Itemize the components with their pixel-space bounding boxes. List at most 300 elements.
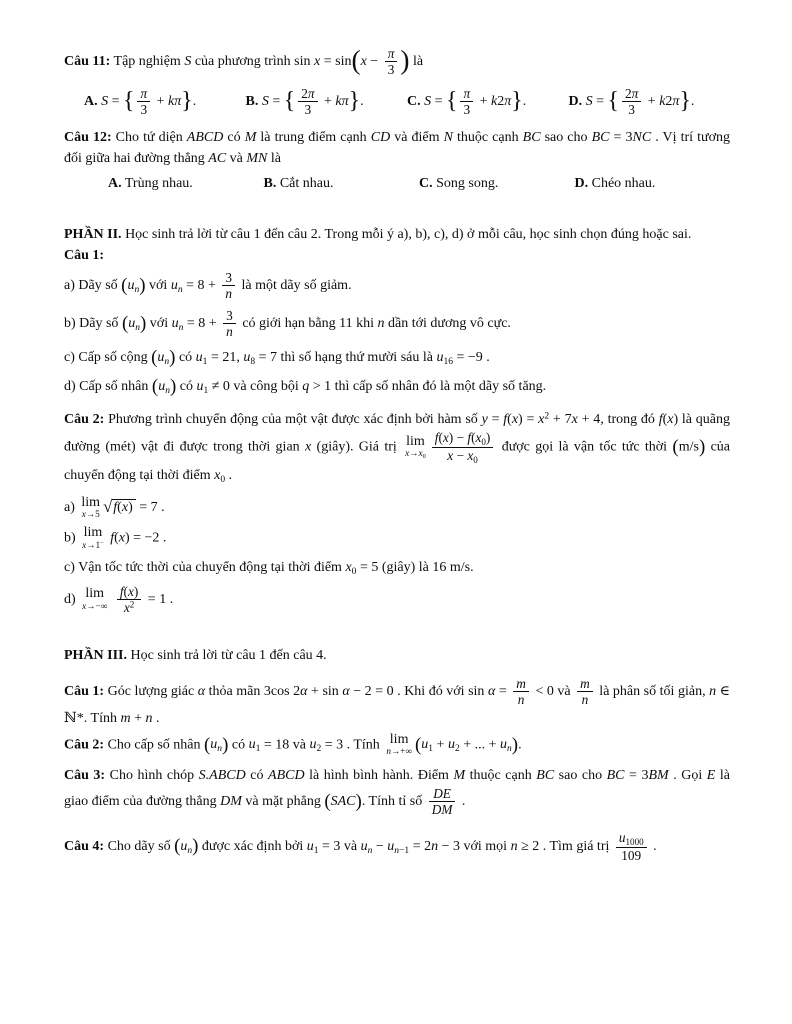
math-variable: u: [243, 350, 251, 366]
subscript-base: [172, 316, 179, 331]
math-variable: u: [360, 838, 368, 854]
math-variable: S: [261, 93, 269, 109]
math-variable: u: [447, 737, 455, 753]
math-variable: S: [101, 93, 109, 109]
superscript: 2: [544, 411, 550, 422]
subscript-base: [361, 839, 368, 854]
math-sqrt: [103, 494, 136, 519]
math-limit: [81, 496, 100, 520]
math-subscript-group: [158, 379, 170, 397]
fraction-numerator: $f(x) - f(x_0)$: [434, 430, 491, 448]
math-variable: x: [447, 448, 454, 464]
math-variable: CD: [370, 130, 391, 146]
bold-label: Câu 2:: [64, 412, 105, 428]
math-variable: M: [453, 768, 466, 784]
math-variable: u: [618, 829, 626, 845]
math-variable: k: [491, 93, 498, 109]
fraction-numerator: 3: [225, 270, 233, 286]
math-variable: n: [135, 322, 140, 333]
option-c: C. Song song.: [419, 176, 499, 192]
bold-label: Câu 1:: [64, 684, 105, 700]
part-2-question-2-item-c: c) Vận tốc tức thời của chuyển động tại thời điểm $x_0 = 5$ (giây) là 16 m/s.: [64, 559, 474, 577]
math-variable: f: [467, 430, 472, 446]
math-variable: n: [217, 744, 223, 755]
fraction-numerator: 3: [226, 307, 233, 323]
superscript-base: 1: [95, 539, 101, 550]
subscript: 1000: [625, 836, 644, 847]
bold-label: C.: [419, 176, 433, 192]
set-brace: {: [283, 87, 296, 114]
math-variable: x: [360, 54, 367, 69]
math-subscript-group: [170, 278, 183, 296]
math-limit: [82, 526, 104, 551]
bold-label: B.: [263, 176, 277, 192]
math-variable: SAC: [330, 794, 356, 810]
subscript: 0: [481, 437, 486, 448]
math-subscript-group: [500, 737, 512, 755]
math-subscript-group: [447, 737, 460, 755]
math-variable: x: [345, 559, 352, 575]
math-variable: n: [394, 845, 400, 856]
math-variable: M: [244, 130, 257, 146]
subscript: [179, 323, 184, 333]
math-variable: f: [658, 412, 663, 428]
math-superscript-group: [538, 412, 549, 427]
big-paren: (: [151, 347, 158, 369]
part-2-heading: PHẦN II. Học sinh trả lời từ câu 1 đến câu 2. Trong mỗi ý a), b), c), d) ở mỗi câu, học sinh chọn đúng hoặc sai.: [64, 227, 692, 243]
fraction-numerator: [137, 86, 150, 101]
set-brace: {: [446, 87, 458, 114]
math-subscript-group: [309, 737, 322, 755]
math-fraction: [460, 86, 473, 118]
math-variable: n: [134, 285, 140, 296]
math-fraction: [616, 830, 647, 863]
math-variable: α: [342, 684, 350, 700]
math-subscript-group: [619, 830, 644, 845]
limit-word: lim: [81, 494, 101, 510]
fraction-numerator: [513, 676, 529, 691]
subscript: 0: [351, 566, 357, 577]
math-variable: kπ: [335, 93, 349, 109]
math-variable: f: [110, 530, 115, 546]
math-variable: y: [481, 412, 488, 428]
math-variable: u: [158, 379, 166, 395]
math-variable: x: [511, 412, 519, 428]
limit-word: lim: [406, 433, 425, 449]
math-variable: f: [119, 583, 124, 599]
math-variable: m: [580, 676, 590, 692]
part-3-question-2: Câu 2: Cho cấp số nhân $(u_n)$ có $u_1 = 18$ và $u_2 = 3$ . Tính lim n→+∞ ($u_1 + u_2$ + ... + $u_n$).: [64, 731, 522, 757]
math-fraction: [298, 86, 317, 118]
subscript-base: [196, 350, 203, 365]
subscript-base: [500, 737, 507, 752]
part-3-question-4: Câu 4: Cho dãy số $(u_n)$ được xác định bởi $u_1 = 3$ và $u_n - u_{n-1} = 2n - 3$ với mọi n ≥ 2 . Tìm giá trị $\frac{u_{1000}}{109}$ .: [64, 829, 657, 863]
math-subscript-group: [475, 430, 486, 448]
part-2-question-2-item-d: d) lim x→−∞ $\frac{f(x)}{x^2}$ = 1 .: [64, 583, 174, 615]
math-variable: k: [659, 93, 666, 109]
math-subscript-group: [307, 839, 319, 854]
bold-label: Câu 3:: [64, 768, 106, 784]
subscript-base: [448, 737, 455, 752]
math-variable: u: [127, 278, 135, 294]
math-variable: NC: [632, 130, 652, 146]
fraction-numerator: [385, 46, 398, 61]
math-variable: f: [434, 430, 439, 446]
subscript: 1: [313, 845, 319, 856]
set-brace: {: [607, 87, 619, 114]
subscript-base: [619, 830, 626, 845]
big-paren: ): [355, 790, 362, 812]
math-variable: x: [475, 430, 482, 446]
math-limit: [386, 733, 412, 757]
math-variable: α: [487, 684, 496, 700]
subscript: 2: [454, 744, 460, 755]
math-variable: x: [214, 468, 221, 484]
part-2-question-2-stem: Câu 2: Phương trình chuyển động của một vật được xác định bởi hàm số $y = f(x) = x^2 + 7x + 4$, trong đó f(x) là quãng đường (mét) vật đi được trong thời gian x (giây). Giá trị lim $x\to x_0$ $\frac{f(x) - f(x_0)}{x - x_0}$ được gọi là vận tốc tức thời (m/s) của chuyển động tại thời điểm $x_0$ .: [64, 411, 731, 486]
math-limit: [405, 435, 426, 461]
big-paren: (: [414, 734, 422, 756]
math-variable: n: [164, 357, 170, 368]
math-variable: π: [307, 85, 315, 101]
fraction-denominator: [223, 323, 236, 339]
math-variable: n: [165, 386, 170, 397]
fraction-denominator: [513, 691, 529, 707]
option-c: C. S = { $\frac{\pi}{3}$ + k2π}.: [407, 85, 527, 117]
math-variable: BC: [606, 768, 625, 784]
superscript: −: [100, 539, 104, 547]
math-variable: x: [127, 583, 134, 599]
math-variable: BC: [536, 768, 555, 784]
math-variable: u: [248, 737, 256, 753]
math-variable: u: [171, 315, 179, 331]
fraction-denominator: 3: [460, 101, 473, 117]
math-variable: N: [443, 130, 453, 146]
big-paren: (: [151, 376, 159, 398]
math-variable: n: [581, 692, 589, 708]
math-variable: π: [387, 46, 395, 61]
math-variable: π: [504, 93, 512, 109]
math-subscript-group: [421, 737, 434, 755]
set-brace: {: [123, 87, 135, 114]
limit-under: n→+∞: [386, 746, 412, 757]
math-subscript-group: [418, 448, 426, 461]
math-subscript-group: [210, 737, 223, 755]
math-fraction: [622, 86, 641, 118]
big-paren: (: [121, 275, 128, 296]
subscript: [178, 285, 183, 295]
limit-under: x→−∞: [82, 600, 108, 611]
math-variable: x: [82, 600, 87, 611]
math-variable: x: [418, 448, 423, 459]
subscript: [368, 846, 373, 856]
math-variable: f: [503, 412, 508, 428]
math-variable: E: [706, 768, 716, 784]
math-variable: DM: [431, 802, 453, 818]
part-2-question-2-item-b: b) lim x→1− f(x) = −2 .: [64, 525, 167, 550]
subscript: 0: [473, 455, 478, 466]
fraction-denominator: 3: [622, 101, 641, 117]
big-paren: ): [511, 734, 519, 756]
math-subscript-group: [195, 350, 208, 368]
bold-label: A.: [84, 93, 98, 109]
math-subscript-group: [248, 737, 261, 755]
set-brace: }: [511, 87, 523, 114]
radicand: f(x): [112, 499, 135, 515]
fraction-denominator: [222, 285, 235, 301]
math-subscript-group: [345, 560, 356, 575]
bold-label: PHẦN III.: [64, 648, 128, 664]
fraction-numerator: [460, 86, 473, 101]
subscript-base: [249, 737, 256, 752]
math-variable: u: [306, 838, 314, 854]
math-variable: x: [82, 539, 87, 550]
set-brace: }: [679, 87, 691, 114]
subscript: n−1: [394, 845, 410, 856]
math-variable: u: [500, 737, 507, 753]
part-2-question-2-item-a: a) lim x→5 √f(x) = 7 .: [64, 494, 165, 520]
part-3-question-3: Câu 3: Cho hình chóp S.ABCD có ABCD là hình bình hành. Điểm M thuộc cạnh BC sao cho BC = 3BM . Gọi E là giao điểm của đường thẳng DM và mặt phẳng (SAC). Tính tỉ số $\frac{DE}{DM}$ .: [64, 768, 730, 818]
math-variable: S: [184, 54, 192, 69]
option-a: A. S = { $\frac{\pi}{3}$ + kπ}.: [84, 85, 197, 117]
part-2-question-1-item-a: a) Dãy số $(u_n)$ với $u_n = 8$ + $\frac{3}{n}$ là một dãy số giảm.: [64, 270, 352, 302]
math-variable: AC: [208, 151, 227, 167]
math-subscript-group: [214, 468, 226, 486]
fraction-denominator: $x - x_0$: [432, 447, 494, 465]
math-variable: n: [187, 845, 193, 856]
fraction-numerator: [429, 786, 456, 801]
math-variable: BC: [522, 130, 541, 146]
math-subscript-group: [361, 839, 373, 854]
option-d: D. Chéo nhau.: [574, 176, 656, 192]
math-fraction: [432, 430, 494, 465]
fraction-denominator: [117, 599, 141, 615]
math-variable: n: [225, 286, 233, 302]
subscript-base: [307, 839, 314, 854]
big-paren: (: [204, 734, 211, 756]
big-paren: (: [174, 835, 181, 857]
bold-label: Câu 1:: [64, 248, 105, 264]
math-superscript-group: [96, 540, 104, 550]
bold-label: B.: [245, 93, 259, 109]
math-variable: DM: [220, 794, 242, 810]
bold-label: Câu 12:: [64, 130, 112, 146]
part-3-heading: PHẦN III. Học sinh trả lời từ câu 1 đến câu 4.: [64, 648, 327, 664]
bold-label: Câu 11:: [64, 54, 111, 69]
math-variable: u: [210, 737, 218, 753]
limit-under: $x\to x_0$: [405, 448, 426, 461]
math-variable: x: [118, 530, 125, 546]
option-d: D. S = { $\frac{2\pi}{3}$ + k2π}.: [568, 85, 695, 117]
fraction-denominator: 3: [385, 61, 398, 77]
math-variable: S: [585, 93, 593, 109]
big-paren: ): [140, 312, 147, 334]
fraction-denominator: 3: [298, 101, 317, 117]
math-variable: u: [128, 315, 136, 331]
subscript: 0: [220, 475, 226, 486]
math-subscript-group: [128, 316, 140, 331]
math-variable: DE: [433, 786, 451, 802]
limit-word: lim: [83, 525, 103, 541]
subscript: 1: [202, 357, 208, 368]
math-variable: n: [177, 285, 183, 296]
math-variable: n: [226, 323, 233, 339]
math-variable: x: [571, 412, 578, 428]
math-variable: n: [178, 322, 184, 333]
set-brace: }: [348, 87, 361, 114]
fraction-denominator: 109: [616, 847, 647, 863]
math-variable: n: [386, 746, 391, 757]
math-variable: m: [516, 676, 526, 692]
big-paren: ): [139, 275, 146, 296]
bold-label: PHẦN II.: [64, 227, 122, 243]
math-variable: x: [123, 599, 130, 615]
fraction-denominator: 3: [137, 101, 150, 117]
math-subscript-group: [157, 350, 170, 368]
subscript: 1: [428, 744, 434, 755]
math-variable: n: [507, 744, 512, 755]
big-paren: (: [672, 436, 679, 458]
math-variable: m: [120, 710, 131, 726]
bold-label: D.: [568, 93, 583, 109]
math-variable: n: [510, 838, 518, 854]
math-fraction: [429, 786, 456, 818]
math-variable: x: [121, 500, 129, 516]
bold-label: Câu 2:: [64, 737, 105, 753]
math-variable: x: [667, 412, 674, 428]
math-variable: u: [195, 350, 203, 366]
math-variable: S: [424, 93, 432, 109]
part-2-question-1-item-c: c) Cấp số cộng $(u_n)$ có $u_1 = 21$, $u_8 = 7$ thì số hạng thứ mười sáu là $u_{16} = -9$ .: [64, 347, 490, 369]
math-subscript-group: [180, 839, 192, 854]
subscript: 2: [316, 744, 322, 755]
math-subscript-group: [243, 350, 256, 368]
math-superscript-group: [124, 600, 134, 615]
math-variable: n: [145, 710, 153, 726]
math-variable: u: [157, 350, 165, 366]
subscript-base: [171, 278, 178, 293]
math-variable: n: [517, 692, 525, 708]
part-2-question-1-label: [64, 245, 730, 266]
math-subscript-group: [436, 350, 453, 368]
limit-under: x→1−: [82, 539, 104, 550]
part-2-question-1-item-d: d) Cấp số nhân $(u_n)$ có $u_1 \ne 0$ và công bội q > 1 thì cấp số nhân đó là một dãy số tăng.: [64, 376, 547, 398]
subscript: 0: [422, 453, 426, 461]
math-variable: u: [421, 737, 429, 753]
math-variable: q: [302, 379, 310, 395]
math-variable: BC: [591, 130, 610, 146]
option-a: A. Trùng nhau.: [108, 176, 193, 192]
math-variable: π: [631, 85, 639, 101]
math-variable: x: [405, 448, 410, 459]
bold-label: C.: [407, 93, 421, 109]
subscript: 1: [203, 386, 209, 397]
math-variable: u: [309, 737, 317, 753]
math-fraction: [385, 46, 398, 78]
fraction-numerator: [616, 830, 647, 847]
fraction-denominator: [429, 801, 456, 817]
math-variable: n: [709, 684, 717, 700]
big-paren: (: [121, 312, 129, 334]
fraction-numerator: f(x): [119, 583, 139, 599]
limit-word: lim: [85, 586, 105, 602]
math-fraction: [577, 676, 593, 708]
question-11-options: [64, 86, 730, 118]
set-brace: }: [181, 87, 193, 114]
fraction-numerator: 2π: [301, 85, 315, 101]
radical-sign: √: [103, 497, 113, 517]
fraction-numerator: 2π: [624, 85, 639, 101]
math-variable: π: [463, 85, 471, 101]
tall-paren: ): [400, 44, 410, 75]
big-paren: ): [222, 734, 229, 756]
question-12-stem: Câu 12: Cho tứ diện ABCD có M là trung điểm cạnh CD và điểm N thuộc cạnh BC sao cho BC = 3NC . Vị trí tương đối giữa hai đường thẳng AC và MN là: [64, 130, 730, 167]
bold-label: Câu 4:: [64, 838, 105, 854]
limit-under: x→5: [81, 509, 100, 520]
subscript: 16: [443, 357, 453, 368]
fraction-denominator: [577, 691, 593, 707]
math-variable: x: [467, 448, 474, 464]
math-variable: x: [538, 412, 545, 428]
math-limit: [82, 587, 107, 611]
tall-paren: (: [351, 44, 361, 75]
big-paren: ): [169, 376, 177, 398]
big-paren: (: [324, 790, 331, 812]
math-variable: f: [113, 500, 118, 516]
math-subscript-group: [387, 839, 409, 854]
math-variable: u: [196, 379, 204, 395]
math-fraction: [137, 86, 150, 118]
math-variable: x: [314, 54, 321, 69]
math-subscript-group: [127, 278, 140, 296]
part-2-question-1-item-b: b) Dãy số $(u_n)$ với $u_n = 8$ + $\frac{3}{n}$ có giới hạn bằng 11 khi n dần tới dương vô cực.: [64, 307, 511, 339]
subscript: 8: [250, 357, 256, 368]
bold-label: D.: [574, 176, 589, 192]
math-variable: n: [431, 838, 439, 854]
math-variable: n: [367, 845, 373, 856]
math-fraction: [117, 584, 141, 616]
math-variable: x: [81, 509, 86, 520]
math-variable: u: [436, 350, 444, 366]
math-variable: α: [300, 684, 308, 700]
math-variable: x: [305, 439, 312, 455]
math-variable: n: [377, 315, 385, 331]
part-3-question-1: Câu 1: Góc lượng giác α thỏa mãn 3cos 2α + sin α − 2 = 0 . Khi đó với sin α = $\frac{m}{n}$ < 0 và $\frac{m}{n}$ là phân số tối giản, n ∈ ℕ*. Tính m + n .: [64, 676, 731, 726]
bold-label: A.: [108, 176, 122, 192]
math-variable: α: [197, 684, 206, 700]
math-variable: π: [140, 85, 148, 101]
big-paren: ): [698, 436, 706, 458]
math-variable: BM: [648, 768, 669, 784]
math-variable: S.ABCD: [198, 768, 246, 784]
subscript: 1: [255, 744, 261, 755]
big-paren: ): [169, 347, 176, 369]
math-variable: ABCD: [268, 768, 305, 784]
math-fraction: [223, 308, 236, 340]
math-fraction: [222, 270, 235, 302]
math-variable: ABCD: [186, 130, 224, 146]
math-variable: MN: [246, 151, 268, 167]
math-subscript-group: [172, 316, 184, 331]
limit-word: lim: [389, 731, 409, 747]
option-b: B. Cắt nhau.: [263, 176, 334, 192]
option-b: B. S = { $\frac{2\pi}{3}$ + kπ}.: [245, 85, 364, 117]
math-variable: u: [180, 838, 188, 854]
question-12-options: [64, 173, 730, 194]
fraction-numerator: [577, 676, 593, 691]
big-paren: ): [192, 835, 199, 857]
math-variable: u: [170, 278, 178, 294]
superscript: 2: [129, 599, 135, 610]
